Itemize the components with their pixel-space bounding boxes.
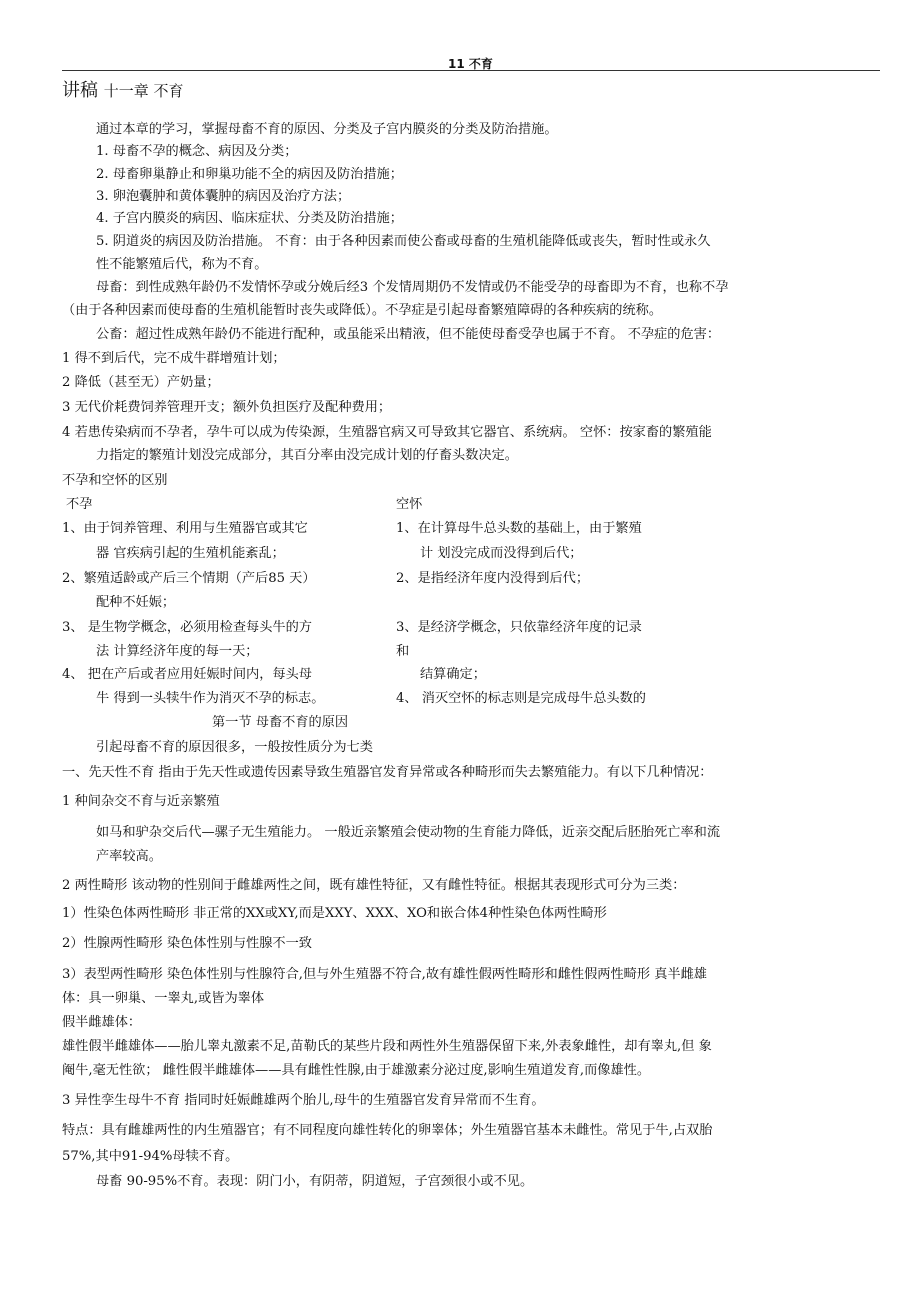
objective-item: 5. 阴道炎的病因及防治措施。 不育：由于各种因素而使公畜或母畜的生殖机能降低或丧失，暂时性或永久: [96, 234, 711, 249]
compare-left-title: 不孕: [66, 497, 93, 512]
compare-right-line: 1、在计算母牛总头数的基础上，由于繁殖: [396, 521, 642, 536]
harm-item: 3 无代价耗费饲养管理开支；额外负担医疗及配种费用；: [62, 400, 392, 415]
objective-item: 1. 母畜不孕的概念、病因及分类；: [96, 144, 298, 159]
running-header: 11 不育: [448, 57, 493, 71]
paragraph-cont: 阉牛,毫无性欲； 雌性假半雌雄体——具有雌性性腺,由于雄激素分泌过度,影响生殖道发育,而像雄性。: [62, 1063, 651, 1078]
paragraph: 特点：具有雌雄两性的内生殖器官；有不同程度向雄性转化的卵睾体；外生殖器官基本未雌性。常见于牛,占双胎: [62, 1123, 713, 1138]
compare-right-line: 3、是经济学概念，只依靠经济年度的记录: [396, 620, 642, 635]
paragraph: 2 两性畸形 该动物的性别间于雌雄两性之间，既有雄性特征，又有雌性特征。根据其表现形式可分为三类：: [62, 878, 686, 893]
objective-item: 性不能繁殖后代，称为不育。: [96, 257, 268, 272]
compare-heading: 不孕和空怀的区别: [62, 473, 168, 488]
harm-item: 2 降低（甚至无）产奶量；: [62, 375, 220, 390]
paragraph-cont: 产率较高。: [96, 849, 162, 864]
compare-left-line: 4、 把在产后或者应用妊娠时间内，每头母: [62, 667, 312, 682]
paragraph: 如马和驴杂交后代—骡子无生殖能力。 一般近亲繁殖会使动物的生育能力降低，近亲交配后胚胎死亡率和流: [96, 825, 721, 840]
compare-right-title: 空怀: [396, 497, 423, 512]
paragraph: 1）性染色体两性畸形 非正常的XX或XY,而是XXY、XXX、XO和嵌合体4种性染色体两性畸形: [62, 906, 607, 921]
compare-left-line: 器 官疾病引起的生殖机能紊乱；: [96, 546, 285, 561]
paragraph: 假半雌雄体：: [62, 1015, 142, 1030]
title-main: 讲稿: [62, 80, 98, 101]
paragraph: 雄性假半雌雄体——胎儿睾丸激素不足,苗勒氏的某些片段和两性外生殖器保留下来,外表象雌性，却有睾丸,但 象: [62, 1039, 712, 1054]
compare-right-line: 结算确定；: [420, 667, 486, 682]
objective-item: 3. 卵泡囊肿和黄体囊肿的病因及治疗方法；: [96, 189, 351, 204]
section-intro: 引起母畜不育的原因很多，一般按性质分为七类: [96, 740, 373, 755]
paragraph: 1 种间杂交不育与近亲繁殖: [62, 794, 220, 809]
definition-male: 公畜：超过性成熟年龄仍不能进行配种，或虽能采出精液，但不能使母畜受孕也属于不育。 不孕症的危害：: [96, 327, 721, 342]
section-title: 第一节 母畜不育的原因: [212, 715, 349, 730]
compare-left-line: 3、 是生物学概念，必须用检查每头牛的方: [62, 620, 312, 635]
title-chapter: 十一章 不育: [103, 82, 184, 100]
intro-lead: 通过本章的学习，掌握母畜不育的原因、分类及子宫内膜炎的分类及防治措施。: [96, 122, 558, 137]
compare-right-line: 和: [396, 644, 410, 659]
compare-left-line: 牛 得到一头犊牛作为消灭不孕的标志。: [96, 691, 325, 706]
paragraph: 母畜 90-95%不育。表现：阴门小，有阴蒂，阴道短，子宫颈很小或不见。: [96, 1174, 534, 1189]
paragraph-cont: 体：具一卵巢、一睾丸,或皆为睾体: [62, 991, 265, 1006]
harm-item: 4 若患传染病而不孕者，孕牛可以成为传染源，生殖器官病又可导致其它器官、系统病。 空怀：按家畜的繁殖能: [62, 425, 712, 440]
harm-item-cont: 力指定的繁殖计划没完成部分，其百分率由没完成计划的仔畜头数决定。: [96, 448, 518, 463]
paragraph-cont: 57%,其中91-94%母犊不育。: [62, 1149, 239, 1164]
objective-item: 4. 子宫内膜炎的病因、临床症状、分类及防治措施；: [96, 211, 403, 226]
paragraph: 3）表型两性畸形 染色体性别与性腺符合,但与外生殖器不符合,故有雄性假两性畸形和雌性假两性畸形 真半雌雄: [62, 967, 707, 982]
paragraph: 2）性腺两性畸形 染色体性别与性腺不一致: [62, 936, 312, 951]
objective-item: 2. 母畜卵巢静止和卵巢功能不全的病因及防治措施；: [96, 167, 403, 182]
compare-left-line: 法 计算经济年度的每一天；: [96, 644, 259, 659]
compare-right-line: 4、 消灭空怀的标志则是完成母牛总头数的: [396, 691, 646, 706]
harm-item: 1 得不到后代，完不成牛群增殖计划；: [62, 351, 286, 366]
paragraph: 3 异性孪生母牛不育 指同时妊娠雌雄两个胎儿,母牛的生殖器官发育异常而不生育。: [62, 1093, 545, 1108]
compare-right-line: 2、是指经济年度内没得到后代；: [396, 571, 590, 586]
compare-left-line: 2、繁殖适龄或产后三个情期（产后85 天）: [62, 571, 316, 586]
compare-left-line: 配种不妊娠；: [96, 595, 176, 610]
paragraph: 一、先天性不育 指由于先天性或遗传因素导致生殖器官发育异常或各种畸形而失去繁殖能力。有以下几种情况：: [62, 765, 713, 780]
header-rule: [62, 70, 880, 71]
compare-right-line: 计 划没完成而没得到后代；: [420, 546, 583, 561]
definition-female-cont: （由于各种因素而使母畜的生殖机能暂时丧失或降低）。不孕症是引起母畜繁殖障碍的各种疾病的统称。: [62, 303, 663, 318]
definition-female: 母畜：到性成熟年龄仍不发情怀孕或分娩后经3 个发情周期仍不发情或仍不能受孕的母畜即为不育，也称不孕: [96, 280, 729, 295]
page-title: [62, 76, 184, 102]
compare-left-line: 1、由于饲养管理、利用与生殖器官或其它: [62, 521, 308, 536]
